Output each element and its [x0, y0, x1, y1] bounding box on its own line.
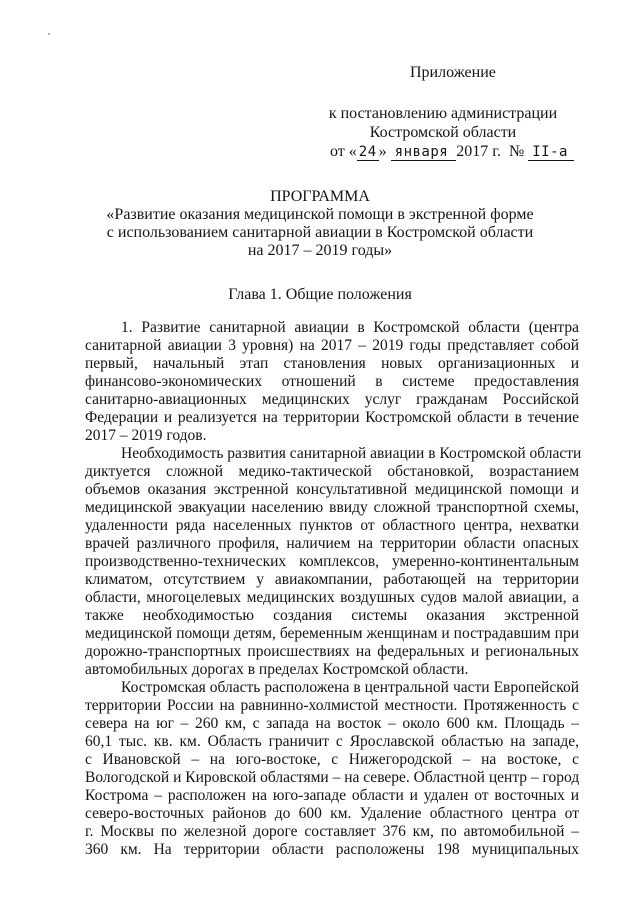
- body-line: объемов оказания экстренной консультативной медицинской помощи и: [85, 481, 579, 498]
- body-line: медицинской помощи детям, беременным женщинам и пострадавшим при: [85, 625, 579, 642]
- handwritten-month: января: [391, 144, 457, 161]
- appendix-title: Приложение: [410, 64, 496, 81]
- body-line: медицинской эвакуации населению ввиду сложной транспортной схемы,: [85, 499, 579, 516]
- body-line: удаленности ряда населенных пунктов от областного центра, нехватки: [85, 517, 579, 534]
- body-line: санитарно-авиационных медицинских услуг гражданам Российской: [85, 391, 579, 408]
- body-line: северо-восточных районов до 600 км. Удаление областного центра от: [85, 805, 579, 822]
- body-line: врачей различного профиля, наличием на территории области опасных: [85, 535, 579, 552]
- number-sign: №: [508, 143, 525, 160]
- body-line: Вологодской и Кировской областями – на севере. Областной центр – город: [85, 769, 580, 786]
- program-title-line: «Развитие оказания медицинской помощи в экстренной форме: [106, 206, 534, 223]
- program-title-line: на 2017 – 2019 годы»: [247, 242, 393, 259]
- body-line: 360 км. На территории области расположены 198 муниципальных: [85, 841, 579, 858]
- program-title-line: с использованием санитарной авиации в Костромской области: [106, 224, 534, 241]
- body-line: производственно-технических комплексов, умеренно-континентальным: [85, 553, 579, 570]
- body-line: климатом, отсутствием у авиакомпании, работающей на территории: [85, 571, 579, 588]
- body-line: санитарной авиации 3 уровня) на 2017 – 2019 годы представляет собой: [85, 337, 579, 354]
- resolution-date-line: [330, 142, 574, 161]
- body-line: Кострома – расположен на юго-западе области и удален от восточных и: [85, 787, 579, 804]
- body-line: также необходимостью создания системы оказания экстренной: [85, 607, 579, 624]
- body-line: автомобильных дорогах в пределах Костромской области.: [85, 661, 469, 678]
- body-text: [85, 319, 582, 859]
- body-line: Необходимость развития санитарной авиации в Костромской области: [121, 445, 582, 462]
- handwritten-day: 24: [358, 144, 377, 160]
- body-line: территории России на равнинно-холмистой местности. Протяженность с: [85, 697, 579, 714]
- body-line: Федерации и реализуется на территории Костромской области в течение: [85, 409, 579, 426]
- body-line: 1. Развитие санитарной авиации в Костромской области (центра: [121, 319, 579, 336]
- body-line: с Ивановской – на юго-востоке, с Нижегородской – на востоке, с: [85, 751, 579, 768]
- body-line: финансово-экономических отношений в системе предоставления: [85, 373, 579, 390]
- resolution-reference: [298, 104, 588, 142]
- body-line: г. Москвы по железной дороге составляет 376 км, по автомобильной –: [85, 823, 579, 840]
- chapter-title: Глава 1. Общие положения: [228, 286, 412, 303]
- body-line: 2017 – 2019 годов.: [85, 427, 207, 444]
- date-year: 2017 г.: [456, 143, 501, 160]
- body-line: Костромская область расположена в центральной части Европейской: [121, 679, 579, 696]
- body-line: 60,1 тыс. кв. км. Область граничит с Ярославской областью на западе,: [85, 733, 579, 750]
- scan-speck: [48, 33, 50, 35]
- body-line: первый, начальный этап становления новых организационных и: [85, 355, 579, 372]
- date-prefix: от «: [330, 143, 357, 160]
- program-heading: ПРОГРАММА: [270, 188, 370, 205]
- body-line: диктуется сложной медико-тактической обстановкой, возрастанием: [85, 463, 579, 480]
- body-line: области, многоцелевых медицинских воздушных судов малой авиации, а: [85, 589, 579, 606]
- resolution-line: к постановлению администрации: [328, 105, 558, 122]
- date-quote-close: »: [378, 143, 387, 160]
- body-line: дорожно-транспортных происшествиях на федеральных и региональных: [85, 643, 579, 660]
- program-title-block: [60, 188, 580, 260]
- resolution-line: Костромской области: [369, 124, 517, 141]
- body-line: севера на юг – 260 км, с запада на восток – около 600 км. Площадь –: [85, 715, 579, 732]
- handwritten-number: II-а: [528, 144, 574, 161]
